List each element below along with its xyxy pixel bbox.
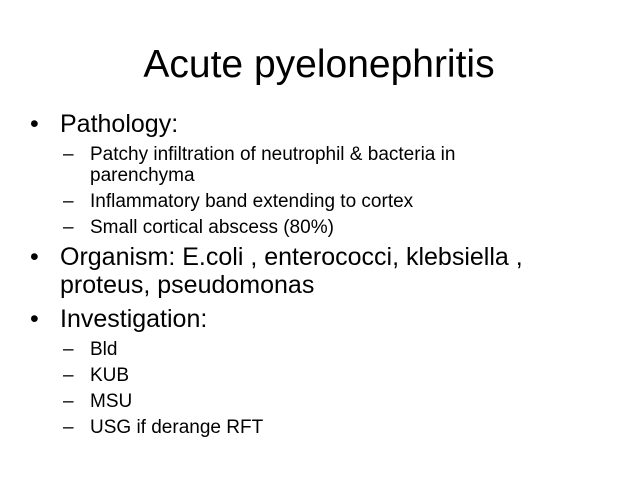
bullet-text: Investigation: — [60, 305, 208, 333]
sub-item — [30, 391, 620, 412]
sub-list-investigation — [30, 339, 620, 438]
sub-item-text: Inflammatory band extending to cortex — [90, 191, 414, 212]
dash-icon: – — [63, 217, 74, 238]
sub-item — [30, 339, 620, 360]
sub-item-text: Patchy infiltration of neutrophil & bacteria in parenchyma — [90, 144, 456, 186]
bullet-text: Pathology: — [60, 110, 179, 138]
bullet-list — [30, 110, 620, 443]
dash-icon: – — [63, 391, 74, 412]
bullet-item-pathology — [30, 110, 620, 138]
dash-icon: – — [63, 339, 74, 360]
dash-icon: – — [63, 144, 74, 165]
bullet-icon: • — [30, 305, 39, 333]
sub-item-text: USG if derange RFT — [90, 417, 264, 438]
sub-item — [30, 417, 620, 438]
slide-title: Acute pyelonephritis — [143, 43, 495, 86]
sub-list-pathology — [30, 144, 620, 238]
sub-item — [30, 191, 620, 212]
sub-item-text: KUB — [90, 365, 130, 386]
dash-icon: – — [63, 191, 74, 212]
bullet-item-organism — [30, 243, 560, 299]
sub-item — [30, 365, 620, 386]
sub-item — [30, 144, 530, 186]
bullet-icon: • — [30, 110, 39, 138]
sub-item-text: MSU — [90, 391, 133, 412]
bullet-icon: • — [30, 243, 39, 271]
dash-icon: – — [63, 365, 74, 386]
bullet-text: Organism: E.coli , enterococci, klebsiella , proteus, pseudomonas — [60, 243, 523, 299]
dash-icon: – — [63, 417, 74, 438]
bullet-item-investigation — [30, 305, 620, 333]
sub-item-text: Bld — [90, 339, 118, 360]
sub-item-text: Small cortical abscess (80%) — [90, 217, 334, 238]
sub-item — [30, 217, 620, 238]
